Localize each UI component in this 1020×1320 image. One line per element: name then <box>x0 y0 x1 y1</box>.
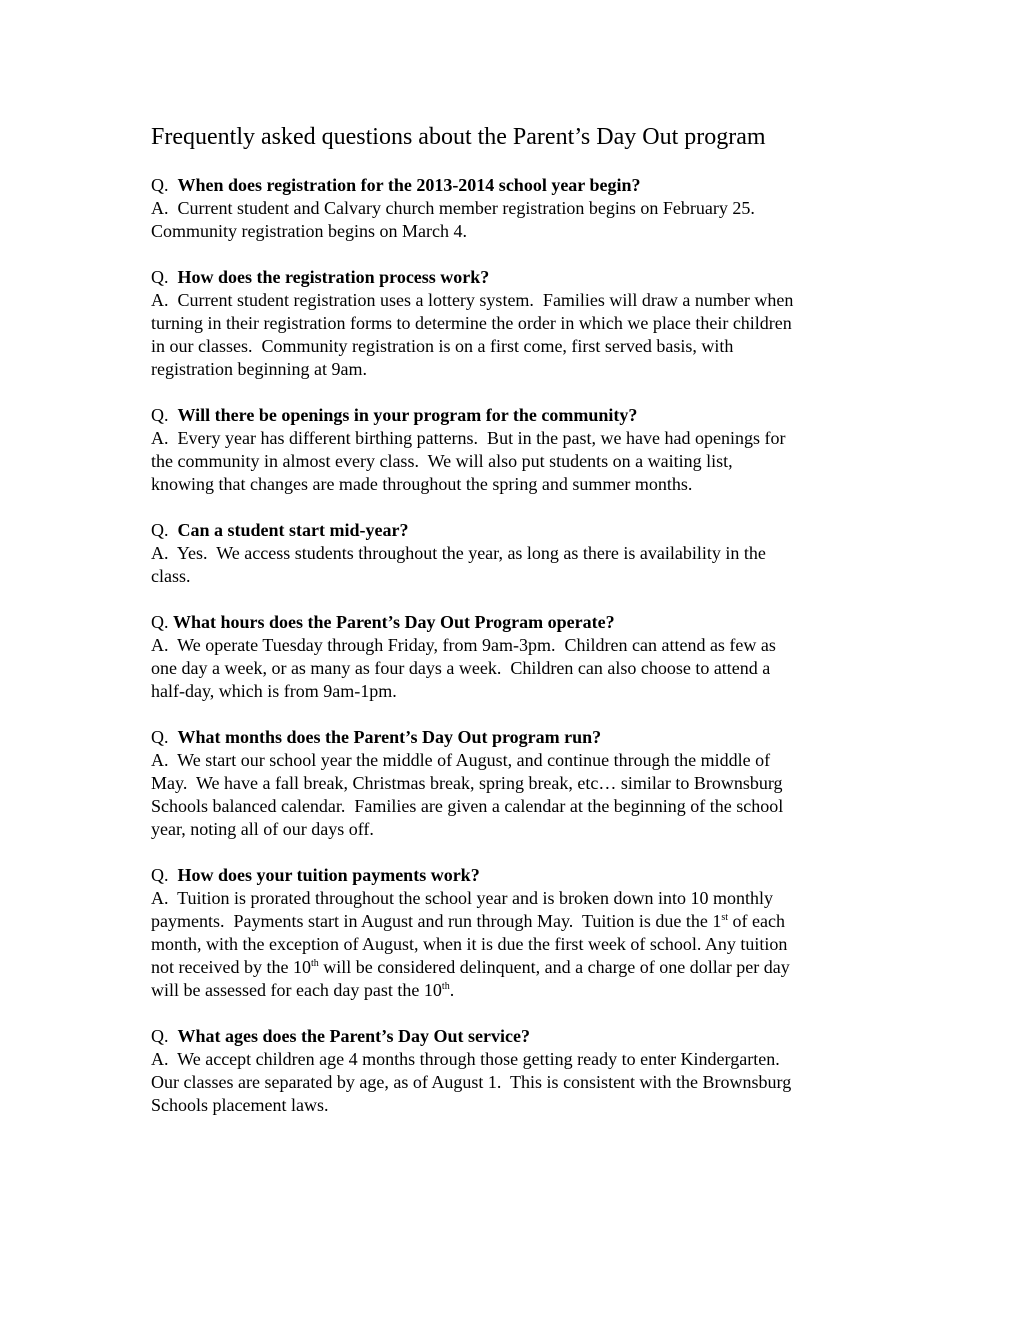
answer-text: in our classes. Community registration is on a first come, first served basis, with <box>151 336 734 356</box>
answer-text: Community registration begins on March 4. <box>151 221 467 241</box>
answer-line <box>151 542 891 565</box>
answer-text: registration beginning at 9am. <box>151 359 367 379</box>
answer-text: knowing that changes are made throughout the spring and summer months. <box>151 474 693 494</box>
question-text: How does the registration process work? <box>177 267 490 287</box>
answer-text: Our classes are separated by age, as of August 1. This is consistent with the Brownsburg <box>151 1072 792 1092</box>
answer-line <box>151 956 891 979</box>
answer-line <box>151 1071 891 1094</box>
faq-question <box>151 266 891 289</box>
answer-text: A. Yes. We access students throughout the year, as long as there is availability in the <box>151 543 766 563</box>
question-text: What months does the Parent’s Day Out program run? <box>177 727 602 747</box>
answer-text: payments. Payments start in August and run through May. Tuition is due the 1 <box>151 911 722 931</box>
answer-line <box>151 289 891 312</box>
answer-text: A. We start our school year the middle of August, and continue through the middle of <box>151 750 771 770</box>
answer-line <box>151 634 891 657</box>
superscript: th <box>441 981 450 992</box>
question-text: What hours does the Parent’s Day Out Program operate? <box>173 612 615 632</box>
faq-item <box>151 726 891 841</box>
answer-text: will be assessed for each day past the 10 <box>151 980 442 1000</box>
faq-item <box>151 1025 891 1117</box>
answer-text: A. Current student and Calvary church member registration begins on February 25. <box>151 198 755 218</box>
answer-text: A. Tuition is prorated throughout the school year and is broken down into 10 monthly <box>151 888 773 908</box>
answer-line <box>151 818 891 841</box>
answer-text: year, noting all of our days off. <box>151 819 374 839</box>
question-prefix: Q. <box>151 267 178 287</box>
answer-line <box>151 565 891 588</box>
faq-question <box>151 726 891 749</box>
answer-line <box>151 657 891 680</box>
answer-text: A. Every year has different birthing patterns. But in the past, we have had openings for <box>151 428 786 448</box>
answer-line <box>151 680 891 703</box>
answer-text: A. We operate Tuesday through Friday, from 9am-3pm. Children can attend as few as <box>151 635 776 655</box>
faq-question <box>151 174 891 197</box>
faq-item <box>151 404 891 496</box>
answer-line <box>151 450 891 473</box>
answer-text: Schools balanced calendar. Families are given a calendar at the beginning of the school <box>151 796 784 816</box>
answer-text: not received by the 10 <box>151 957 311 977</box>
answer-text: half-day, which is from 9am-1pm. <box>151 681 397 701</box>
question-text: Will there be openings in your program for the community? <box>177 405 638 425</box>
answer-text: May. We have a fall break, Christmas break, spring break, etc… similar to Brownsburg <box>151 773 783 793</box>
answer-text: turning in their registration forms to determine the order in which we place their children <box>151 313 792 333</box>
faq-question <box>151 864 891 887</box>
answer-text: . <box>449 980 455 1000</box>
faq-item <box>151 519 891 588</box>
question-prefix: Q. <box>151 612 173 632</box>
faq-item <box>151 864 891 1002</box>
faq-question <box>151 519 891 542</box>
answer-line <box>151 335 891 358</box>
answer-line <box>151 427 891 450</box>
answer-text: month, with the exception of August, when it is due the first week of school. Any tuition <box>151 934 788 954</box>
faq-item <box>151 611 891 703</box>
page-title: Frequently asked questions about the Parent’s Day Out program <box>151 124 766 150</box>
answer-line <box>151 473 891 496</box>
faq-question <box>151 611 891 634</box>
superscript: th <box>310 958 319 969</box>
document-page <box>151 122 891 1140</box>
question-text: How does your tuition payments work? <box>177 865 480 885</box>
question-text: Can a student start mid-year? <box>177 520 409 540</box>
answer-text: will be considered delinquent, and a charge of one dollar per day <box>318 957 790 977</box>
answer-text: A. We accept children age 4 months through those getting ready to enter Kindergarten. <box>151 1049 780 1069</box>
faq-question <box>151 1025 891 1048</box>
faq-item <box>151 174 891 243</box>
answer-line <box>151 1048 891 1071</box>
question-text: When does registration for the 2013-2014 school year begin? <box>177 175 641 195</box>
answer-line <box>151 358 891 381</box>
answer-text: Schools placement laws. <box>151 1095 329 1115</box>
answer-line <box>151 312 891 335</box>
answer-text: one day a week, or as many as four days a week. Children can also choose to attend a <box>151 658 771 678</box>
question-prefix: Q. <box>151 405 178 425</box>
answer-line <box>151 795 891 818</box>
faq-list <box>151 174 891 1117</box>
answer-line <box>151 979 891 1002</box>
question-prefix: Q. <box>151 175 178 195</box>
answer-line <box>151 220 891 243</box>
question-prefix: Q. <box>151 1026 178 1046</box>
faq-question <box>151 404 891 427</box>
question-prefix: Q. <box>151 727 178 747</box>
faq-item <box>151 266 891 381</box>
answer-line <box>151 1094 891 1117</box>
answer-line <box>151 749 891 772</box>
question-prefix: Q. <box>151 520 178 540</box>
answer-text: A. Current student registration uses a lottery system. Families will draw a number when <box>151 290 794 310</box>
answer-line <box>151 772 891 795</box>
answer-text: the community in almost every class. We will also put students on a waiting list, <box>151 451 733 471</box>
answer-line <box>151 197 891 220</box>
answer-text: of each <box>728 911 785 931</box>
question-prefix: Q. <box>151 865 178 885</box>
superscript: st <box>721 912 728 923</box>
answer-line <box>151 910 891 933</box>
answer-line <box>151 887 891 910</box>
question-text: What ages does the Parent’s Day Out service? <box>177 1026 530 1046</box>
answer-text: class. <box>151 566 191 586</box>
answer-line <box>151 933 891 956</box>
